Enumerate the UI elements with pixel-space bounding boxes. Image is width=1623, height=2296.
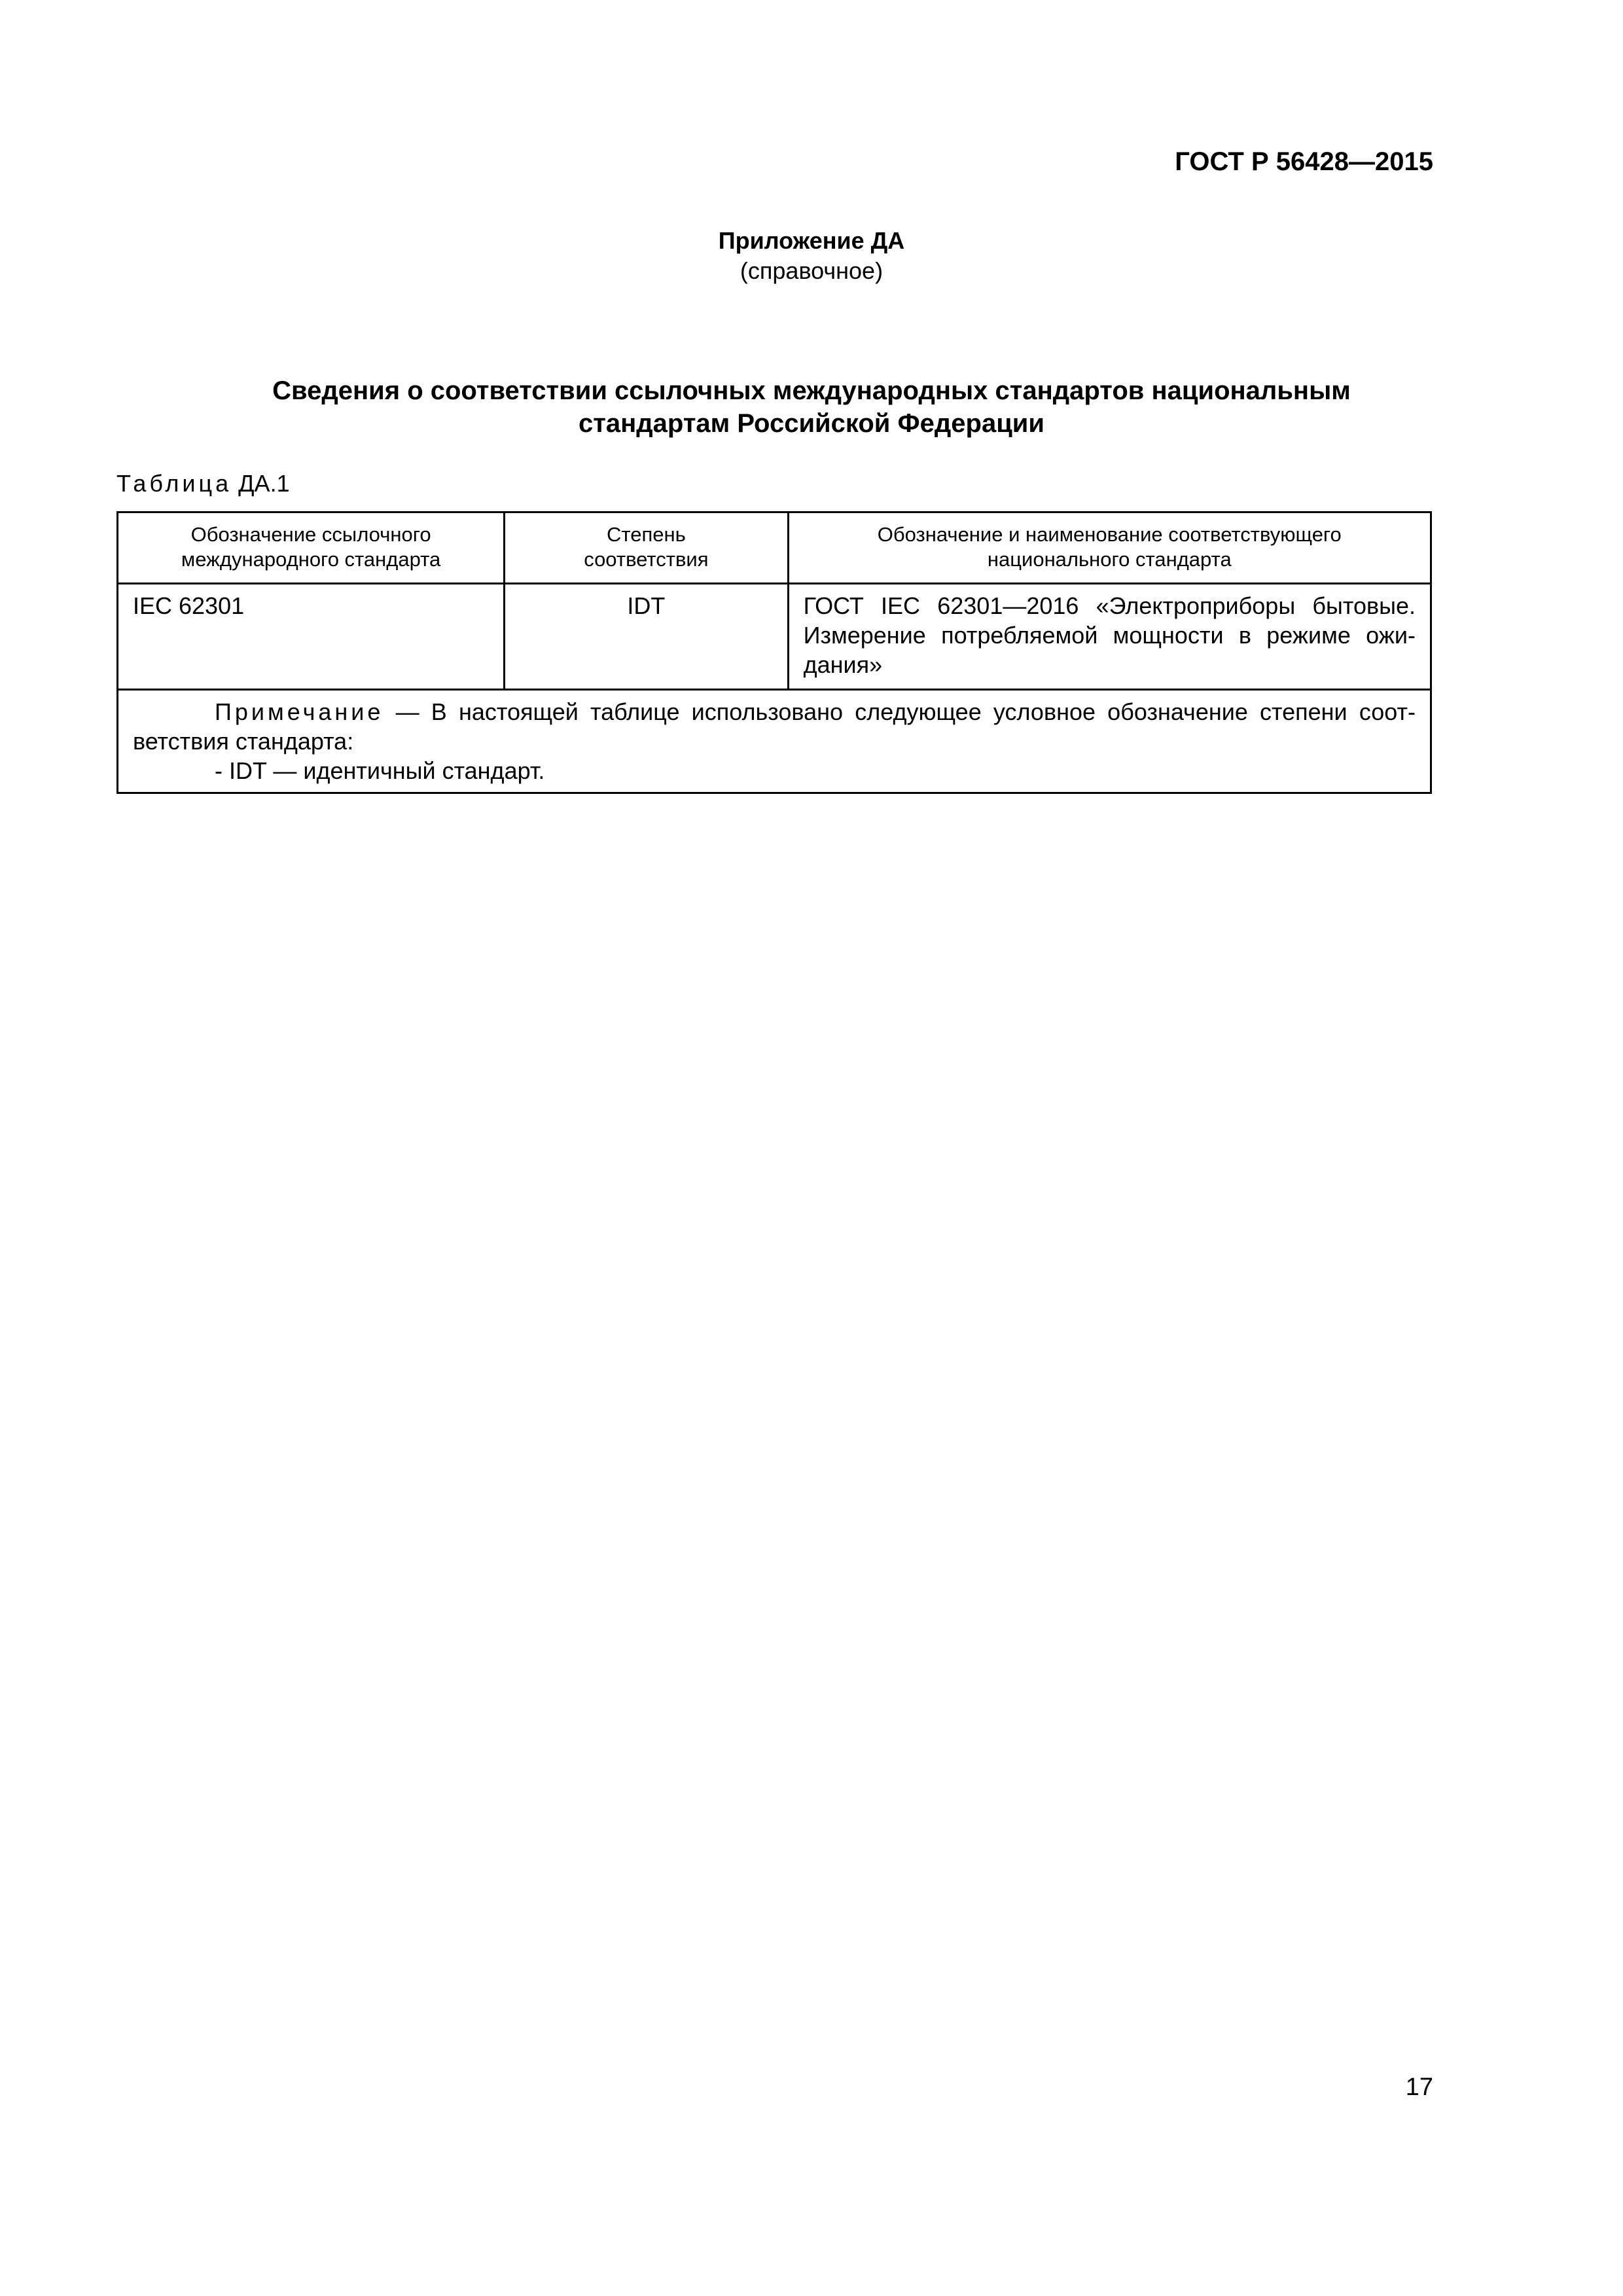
table-note [118,690,1431,793]
table-caption-word: Таблица [116,470,232,497]
table-caption [116,470,290,497]
header-national-standard: Обозначение и наименование соответствующего национального стандарта [788,512,1431,584]
cell-international-standard: IEC 62301 [118,584,505,690]
note-paragraph [133,697,1416,756]
table-note-row [118,690,1431,793]
note-text: — В настоящей таблице использовано следующее условное обозначение степени соответствия стандарта: [133,698,1416,755]
section-title-line-2: стандартам Российской Федерации [579,409,1044,438]
section-title-line-1: Сведения о соответствии ссылочных международных стандартов национальным [272,376,1351,405]
header-degree-of-conformity: Степень соответствия [505,512,788,584]
cell-degree: IDT [505,584,788,690]
appendix-heading [0,226,1623,286]
table-header-row [118,512,1431,584]
section-title [0,374,1623,440]
table-caption-number: ДА.1 [238,470,290,497]
note-label: Примечание [215,698,384,725]
note-list-item: - IDT — идентичный стандарт. [215,757,545,784]
page-number: 17 [1405,2073,1433,2101]
standards-correspondence-table [116,511,1432,794]
table-row [118,584,1431,690]
cell-national-standard: ГОСТ IEC 62301—2016 «Электроприборы бытовые. Измерение потребляемой мощности в режиме ожидания» [788,584,1431,690]
appendix-title: Приложение ДА [718,227,905,254]
appendix-subtitle: (справочное) [740,257,883,284]
header-international-standard: Обозначение ссылочного международного стандарта [118,512,505,584]
document-code: ГОСТ Р 56428—2015 [1175,147,1433,176]
